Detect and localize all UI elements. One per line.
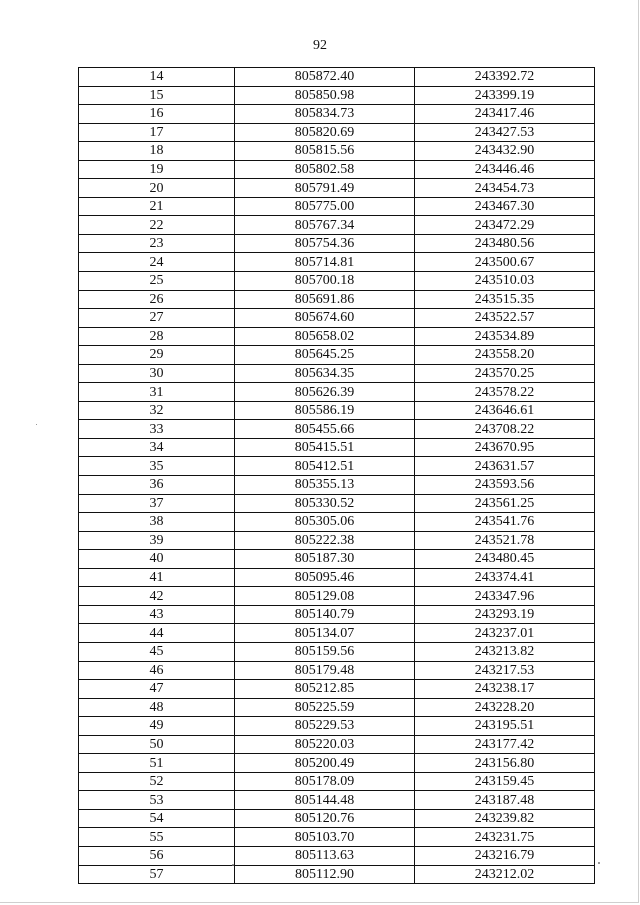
- y-coordinate-cell: 243534.89: [415, 327, 595, 346]
- point-number-cell: 30: [79, 364, 235, 383]
- y-coordinate-cell: 243216.79: [415, 846, 595, 865]
- point-number-cell: 41: [79, 568, 235, 587]
- table-row: [79, 698, 595, 717]
- point-number-cell: 53: [79, 791, 235, 810]
- table-row: [79, 105, 595, 124]
- x-coordinate-cell: 805802.58: [235, 160, 415, 179]
- y-coordinate-cell: 243646.61: [415, 401, 595, 420]
- point-number-cell: 46: [79, 661, 235, 680]
- table-row: [79, 791, 595, 810]
- point-number-cell: 18: [79, 142, 235, 161]
- y-coordinate-cell: 243231.75: [415, 828, 595, 847]
- point-number-cell: 14: [79, 68, 235, 87]
- y-coordinate-cell: 243500.67: [415, 253, 595, 272]
- x-coordinate-cell: 805415.51: [235, 438, 415, 457]
- x-coordinate-cell: 805120.76: [235, 809, 415, 828]
- x-coordinate-cell: 805178.09: [235, 772, 415, 791]
- point-number-cell: 55: [79, 828, 235, 847]
- x-coordinate-cell: 805455.66: [235, 420, 415, 439]
- point-number-cell: 45: [79, 642, 235, 661]
- y-coordinate-cell: 243156.80: [415, 754, 595, 773]
- x-coordinate-cell: 805179.48: [235, 661, 415, 680]
- point-number-cell: 56: [79, 846, 235, 865]
- x-coordinate-cell: 805767.34: [235, 216, 415, 235]
- point-number-cell: 20: [79, 179, 235, 198]
- y-coordinate-cell: 243374.41: [415, 568, 595, 587]
- point-number-cell: 37: [79, 494, 235, 513]
- y-coordinate-cell: 243454.73: [415, 179, 595, 198]
- x-coordinate-cell: 805112.90: [235, 865, 415, 884]
- point-number-cell: 23: [79, 234, 235, 253]
- y-coordinate-cell: 243195.51: [415, 717, 595, 736]
- x-coordinate-cell: 805159.56: [235, 642, 415, 661]
- point-number-cell: 49: [79, 717, 235, 736]
- x-coordinate-cell: 805355.13: [235, 476, 415, 495]
- point-number-cell: 21: [79, 197, 235, 216]
- table-row: [79, 568, 595, 587]
- x-coordinate-cell: 805700.18: [235, 272, 415, 291]
- y-coordinate-cell: 243521.78: [415, 531, 595, 550]
- table-row: [79, 179, 595, 198]
- table-row: [79, 86, 595, 105]
- point-number-cell: 34: [79, 438, 235, 457]
- table-row: [79, 272, 595, 291]
- y-coordinate-cell: 243159.45: [415, 772, 595, 791]
- table-row: [79, 401, 595, 420]
- x-coordinate-cell: 805187.30: [235, 550, 415, 569]
- x-coordinate-cell: 805134.07: [235, 624, 415, 643]
- x-coordinate-cell: 805820.69: [235, 123, 415, 142]
- x-coordinate-cell: 805586.19: [235, 401, 415, 420]
- y-coordinate-cell: 243522.57: [415, 309, 595, 328]
- x-coordinate-cell: 805645.25: [235, 346, 415, 365]
- x-coordinate-cell: 805626.39: [235, 383, 415, 402]
- y-coordinate-cell: 243472.29: [415, 216, 595, 235]
- table-row: [79, 309, 595, 328]
- table-row: [79, 809, 595, 828]
- y-coordinate-cell: 243417.46: [415, 105, 595, 124]
- x-coordinate-cell: 805775.00: [235, 197, 415, 216]
- table-row: [79, 642, 595, 661]
- point-number-cell: 15: [79, 86, 235, 105]
- y-coordinate-cell: 243480.56: [415, 234, 595, 253]
- x-coordinate-cell: 805095.46: [235, 568, 415, 587]
- y-coordinate-cell: 243578.22: [415, 383, 595, 402]
- x-coordinate-cell: 805113.63: [235, 846, 415, 865]
- point-number-cell: 22: [79, 216, 235, 235]
- coordinate-table-body: [79, 68, 595, 884]
- coordinate-table: [78, 67, 595, 884]
- x-coordinate-cell: 805691.86: [235, 290, 415, 309]
- point-number-cell: 26: [79, 290, 235, 309]
- y-coordinate-cell: 243217.53: [415, 661, 595, 680]
- table-row: [79, 846, 595, 865]
- table-row: [79, 717, 595, 736]
- y-coordinate-cell: 243515.35: [415, 290, 595, 309]
- x-coordinate-cell: 805834.73: [235, 105, 415, 124]
- y-coordinate-cell: 243558.20: [415, 346, 595, 365]
- table-row: [79, 587, 595, 606]
- table-row: [79, 476, 595, 495]
- point-number-cell: 52: [79, 772, 235, 791]
- y-coordinate-cell: 243237.01: [415, 624, 595, 643]
- scan-speck: [598, 862, 600, 864]
- x-coordinate-cell: 805850.98: [235, 86, 415, 105]
- y-coordinate-cell: 243561.25: [415, 494, 595, 513]
- table-row: [79, 550, 595, 569]
- page-number: 92: [313, 38, 327, 53]
- y-coordinate-cell: 243446.46: [415, 160, 595, 179]
- y-coordinate-cell: 243480.45: [415, 550, 595, 569]
- x-coordinate-cell: 805103.70: [235, 828, 415, 847]
- table-row: [79, 772, 595, 791]
- table-row: [79, 680, 595, 699]
- x-coordinate-cell: 805412.51: [235, 457, 415, 476]
- y-coordinate-cell: 243187.48: [415, 791, 595, 810]
- x-coordinate-cell: 805754.36: [235, 234, 415, 253]
- table-row: [79, 68, 595, 87]
- x-coordinate-cell: 805212.85: [235, 680, 415, 699]
- point-number-cell: 51: [79, 754, 235, 773]
- point-number-cell: 25: [79, 272, 235, 291]
- scan-speck: [232, 864, 234, 866]
- table-row: [79, 346, 595, 365]
- table-row: [79, 364, 595, 383]
- y-coordinate-cell: 243347.96: [415, 587, 595, 606]
- table-row: [79, 624, 595, 643]
- table-row: [79, 290, 595, 309]
- point-number-cell: 42: [79, 587, 235, 606]
- x-coordinate-cell: 805872.40: [235, 68, 415, 87]
- table-row: [79, 216, 595, 235]
- y-coordinate-cell: 243213.82: [415, 642, 595, 661]
- point-number-cell: 57: [79, 865, 235, 884]
- y-coordinate-cell: 243631.57: [415, 457, 595, 476]
- y-coordinate-cell: 243708.22: [415, 420, 595, 439]
- x-coordinate-cell: 805658.02: [235, 327, 415, 346]
- table-row: [79, 735, 595, 754]
- point-number-cell: 16: [79, 105, 235, 124]
- x-coordinate-cell: 805330.52: [235, 494, 415, 513]
- x-coordinate-cell: 805815.56: [235, 142, 415, 161]
- table-row: [79, 494, 595, 513]
- x-coordinate-cell: 805674.60: [235, 309, 415, 328]
- table-row: [79, 234, 595, 253]
- x-coordinate-cell: 805634.35: [235, 364, 415, 383]
- y-coordinate-cell: 243427.53: [415, 123, 595, 142]
- table-row: [79, 438, 595, 457]
- point-number-cell: 43: [79, 605, 235, 624]
- table-row: [79, 160, 595, 179]
- table-row: [79, 828, 595, 847]
- y-coordinate-cell: 243467.30: [415, 197, 595, 216]
- table-row: [79, 420, 595, 439]
- table-row: [79, 253, 595, 272]
- point-number-cell: 24: [79, 253, 235, 272]
- point-number-cell: 50: [79, 735, 235, 754]
- table-row: [79, 383, 595, 402]
- table-row: [79, 865, 595, 884]
- point-number-cell: 48: [79, 698, 235, 717]
- y-coordinate-cell: 243570.25: [415, 364, 595, 383]
- point-number-cell: 28: [79, 327, 235, 346]
- point-number-cell: 40: [79, 550, 235, 569]
- y-coordinate-cell: 243239.82: [415, 809, 595, 828]
- point-number-cell: 36: [79, 476, 235, 495]
- table-row: [79, 754, 595, 773]
- x-coordinate-cell: 805220.03: [235, 735, 415, 754]
- table-row: [79, 197, 595, 216]
- table-row: [79, 327, 595, 346]
- scan-speck: [36, 424, 37, 425]
- y-coordinate-cell: 243293.19: [415, 605, 595, 624]
- point-number-cell: 47: [79, 680, 235, 699]
- y-coordinate-cell: 243212.02: [415, 865, 595, 884]
- point-number-cell: 27: [79, 309, 235, 328]
- y-coordinate-cell: 243399.19: [415, 86, 595, 105]
- point-number-cell: 32: [79, 401, 235, 420]
- point-number-cell: 31: [79, 383, 235, 402]
- y-coordinate-cell: 243432.90: [415, 142, 595, 161]
- point-number-cell: 38: [79, 513, 235, 532]
- x-coordinate-cell: 805222.38: [235, 531, 415, 550]
- table-row: [79, 605, 595, 624]
- y-coordinate-cell: 243541.76: [415, 513, 595, 532]
- x-coordinate-cell: 805129.08: [235, 587, 415, 606]
- table-row: [79, 457, 595, 476]
- x-coordinate-cell: 805229.53: [235, 717, 415, 736]
- x-coordinate-cell: 805305.06: [235, 513, 415, 532]
- point-number-cell: 17: [79, 123, 235, 142]
- table-row: [79, 661, 595, 680]
- x-coordinate-cell: 805200.49: [235, 754, 415, 773]
- y-coordinate-cell: 243670.95: [415, 438, 595, 457]
- point-number-cell: 29: [79, 346, 235, 365]
- y-coordinate-cell: 243228.20: [415, 698, 595, 717]
- x-coordinate-cell: 805714.81: [235, 253, 415, 272]
- point-number-cell: 33: [79, 420, 235, 439]
- x-coordinate-cell: 805140.79: [235, 605, 415, 624]
- x-coordinate-cell: 805791.49: [235, 179, 415, 198]
- point-number-cell: 39: [79, 531, 235, 550]
- table-row: [79, 142, 595, 161]
- point-number-cell: 19: [79, 160, 235, 179]
- x-coordinate-cell: 805144.48: [235, 791, 415, 810]
- table-row: [79, 513, 595, 532]
- point-number-cell: 35: [79, 457, 235, 476]
- table-row: [79, 123, 595, 142]
- y-coordinate-cell: 243177.42: [415, 735, 595, 754]
- point-number-cell: 54: [79, 809, 235, 828]
- point-number-cell: 44: [79, 624, 235, 643]
- table-row: [79, 531, 595, 550]
- y-coordinate-cell: 243392.72: [415, 68, 595, 87]
- x-coordinate-cell: 805225.59: [235, 698, 415, 717]
- y-coordinate-cell: 243593.56: [415, 476, 595, 495]
- y-coordinate-cell: 243238.17: [415, 680, 595, 699]
- y-coordinate-cell: 243510.03: [415, 272, 595, 291]
